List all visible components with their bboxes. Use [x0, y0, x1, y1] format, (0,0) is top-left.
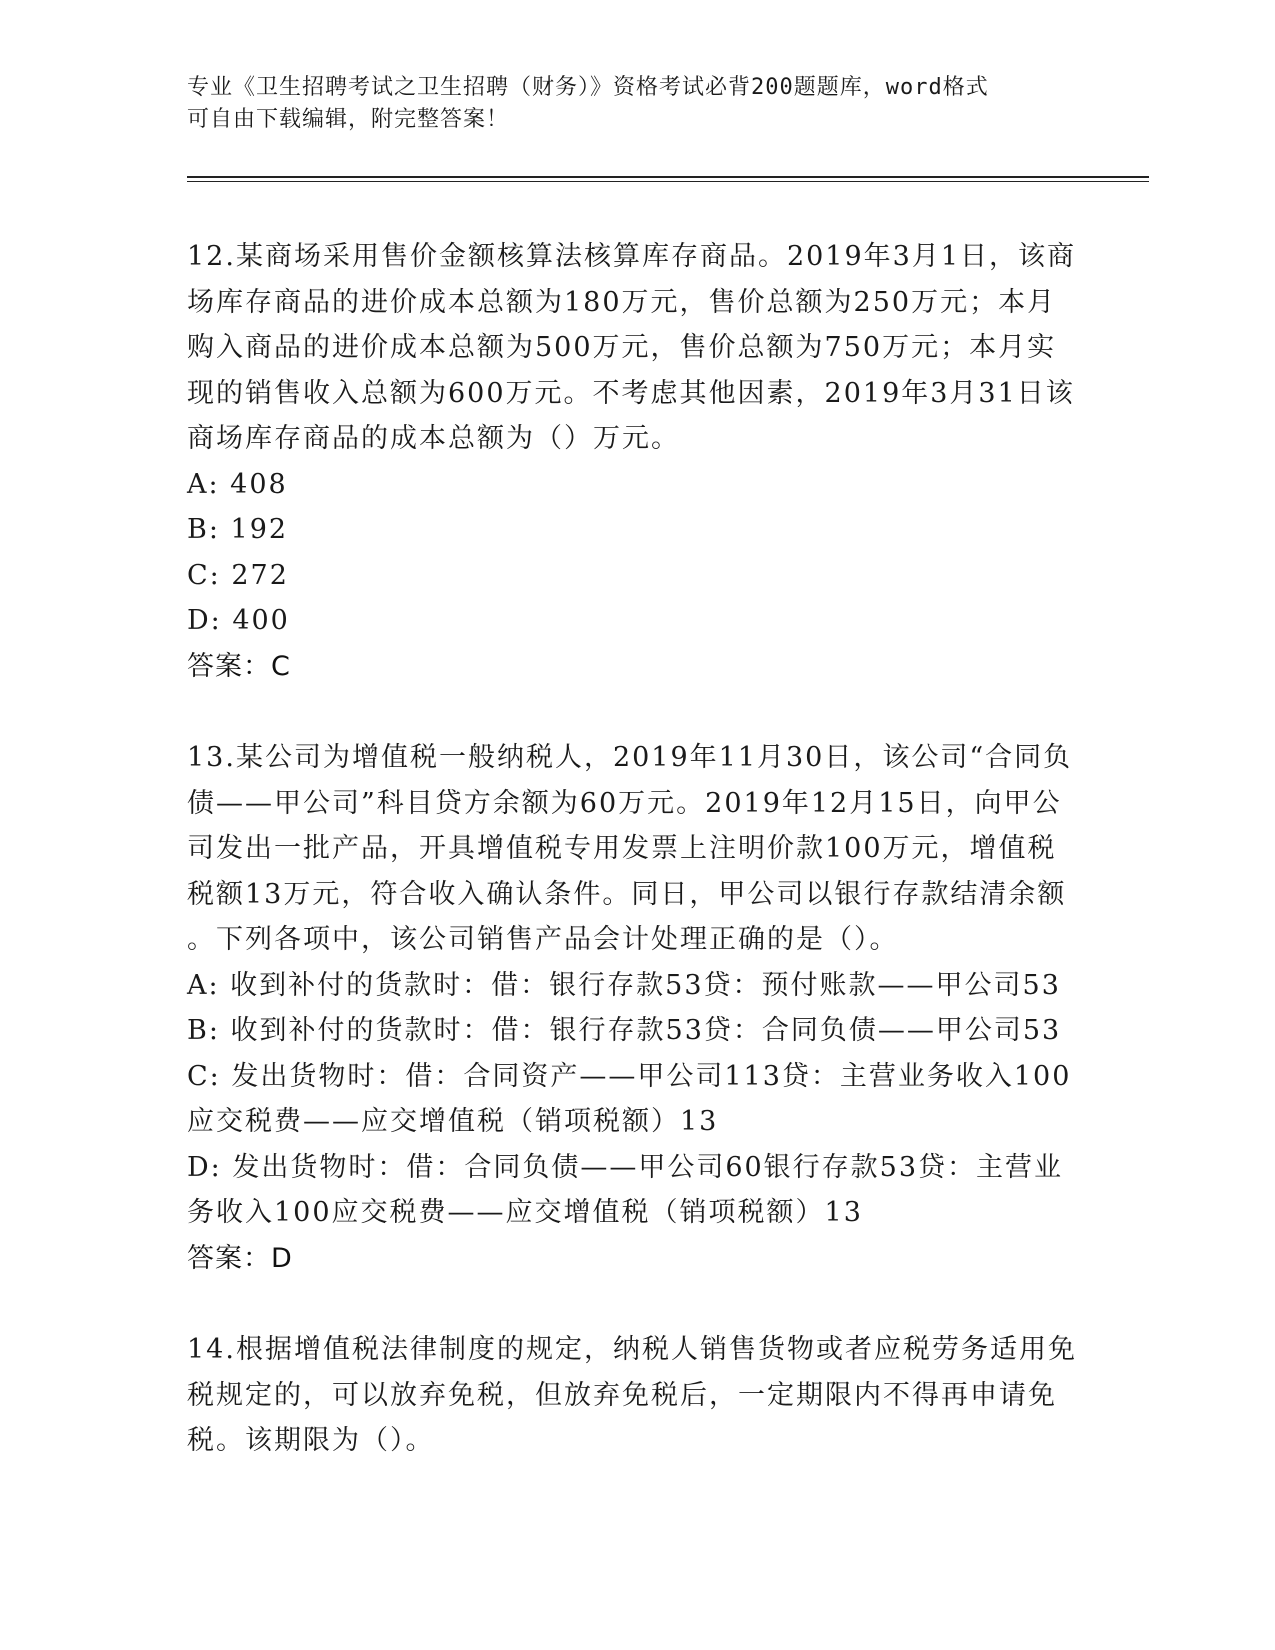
- option-d: D: 400: [187, 605, 290, 636]
- option-d: D: 发出货物时：借：合同负债——甲公司60银行存款53贷：主营业: [187, 1151, 1064, 1183]
- option-a: A: 408: [187, 468, 288, 500]
- question-stem-line: 12.某商场采用售价金额核算法核算库存商品。2019年3月1日，该商: [187, 241, 1077, 272]
- question-list: [187, 234, 1087, 1464]
- question-14: [187, 1327, 1087, 1464]
- header-line: 可自由下载编辑，附完整答案！: [187, 107, 510, 132]
- answer-label: 答案：C: [187, 650, 291, 682]
- option-a: A: 收到补付的货款时：借：银行存款53贷：预付账款——甲公司53: [187, 969, 1061, 1001]
- document-header: [187, 72, 1087, 136]
- question-stem-line: 司发出一批产品，开具增值税专用发票上注明价款100万元，增值税: [187, 833, 1057, 864]
- question-spacer: [187, 689, 1087, 735]
- option-b: B: 192: [187, 514, 289, 545]
- question-stem-line: 购入商品的进价成本总额为500万元，售价总额为750万元；本月实: [187, 332, 1057, 363]
- question-stem-line: 商场库存商品的成本总额为（）万元。: [187, 423, 680, 454]
- option-d-continued: 务收入100应交税费——应交增值税（销项税额）13: [187, 1197, 863, 1228]
- question-stem-line: 13.某公司为增值税一般纳税人，2019年11月30日，该公司“合同负: [187, 742, 1073, 773]
- answer-label: 答案：D: [187, 1242, 293, 1274]
- option-c: C: 272: [187, 559, 289, 591]
- question-stem-line: 现的销售收入总额为600万元。不考虑其他因素，2019年3月31日该: [187, 377, 1075, 409]
- question-stem-line: 。下列各项中，该公司销售产品会计处理正确的是（）。: [187, 924, 899, 955]
- question-stem-line: 税额13万元，符合收入确认条件。同日，甲公司以银行存款结清余额: [187, 878, 1067, 910]
- question-stem-line: 债——甲公司”科目贷方余额为60万元。2019年12月15日，向甲公: [187, 787, 1062, 819]
- header-line: 专业《卫生招聘考试之卫生招聘（财务）》资格考试必背200题题库，word格式: [187, 75, 989, 100]
- question-stem-line: 税。该期限为（）。: [187, 1425, 435, 1456]
- option-b: B: 收到补付的货款时：借：银行存款53贷：合同负债——甲公司53: [187, 1015, 1062, 1046]
- option-c: C: 发出货物时：借：合同资产——甲公司113贷：主营业务收入100: [187, 1060, 1072, 1092]
- question-12: [187, 234, 1087, 689]
- question-stem-line: 税规定的，可以放弃免税，但放弃免税后，一定期限内不得再申请免: [187, 1379, 1057, 1411]
- question-stem-line: 14.根据增值税法律制度的规定，纳税人销售货物或者应税劳务适用免: [187, 1334, 1077, 1365]
- question-stem-line: 场库存商品的进价成本总额为180万元，售价总额为250万元；本月: [187, 286, 1057, 318]
- question-13: [187, 735, 1087, 1281]
- option-c-continued: 应交税费——应交增值税（销项税额）13: [187, 1106, 719, 1137]
- question-spacer: [187, 1281, 1087, 1327]
- header-divider: [187, 176, 1149, 182]
